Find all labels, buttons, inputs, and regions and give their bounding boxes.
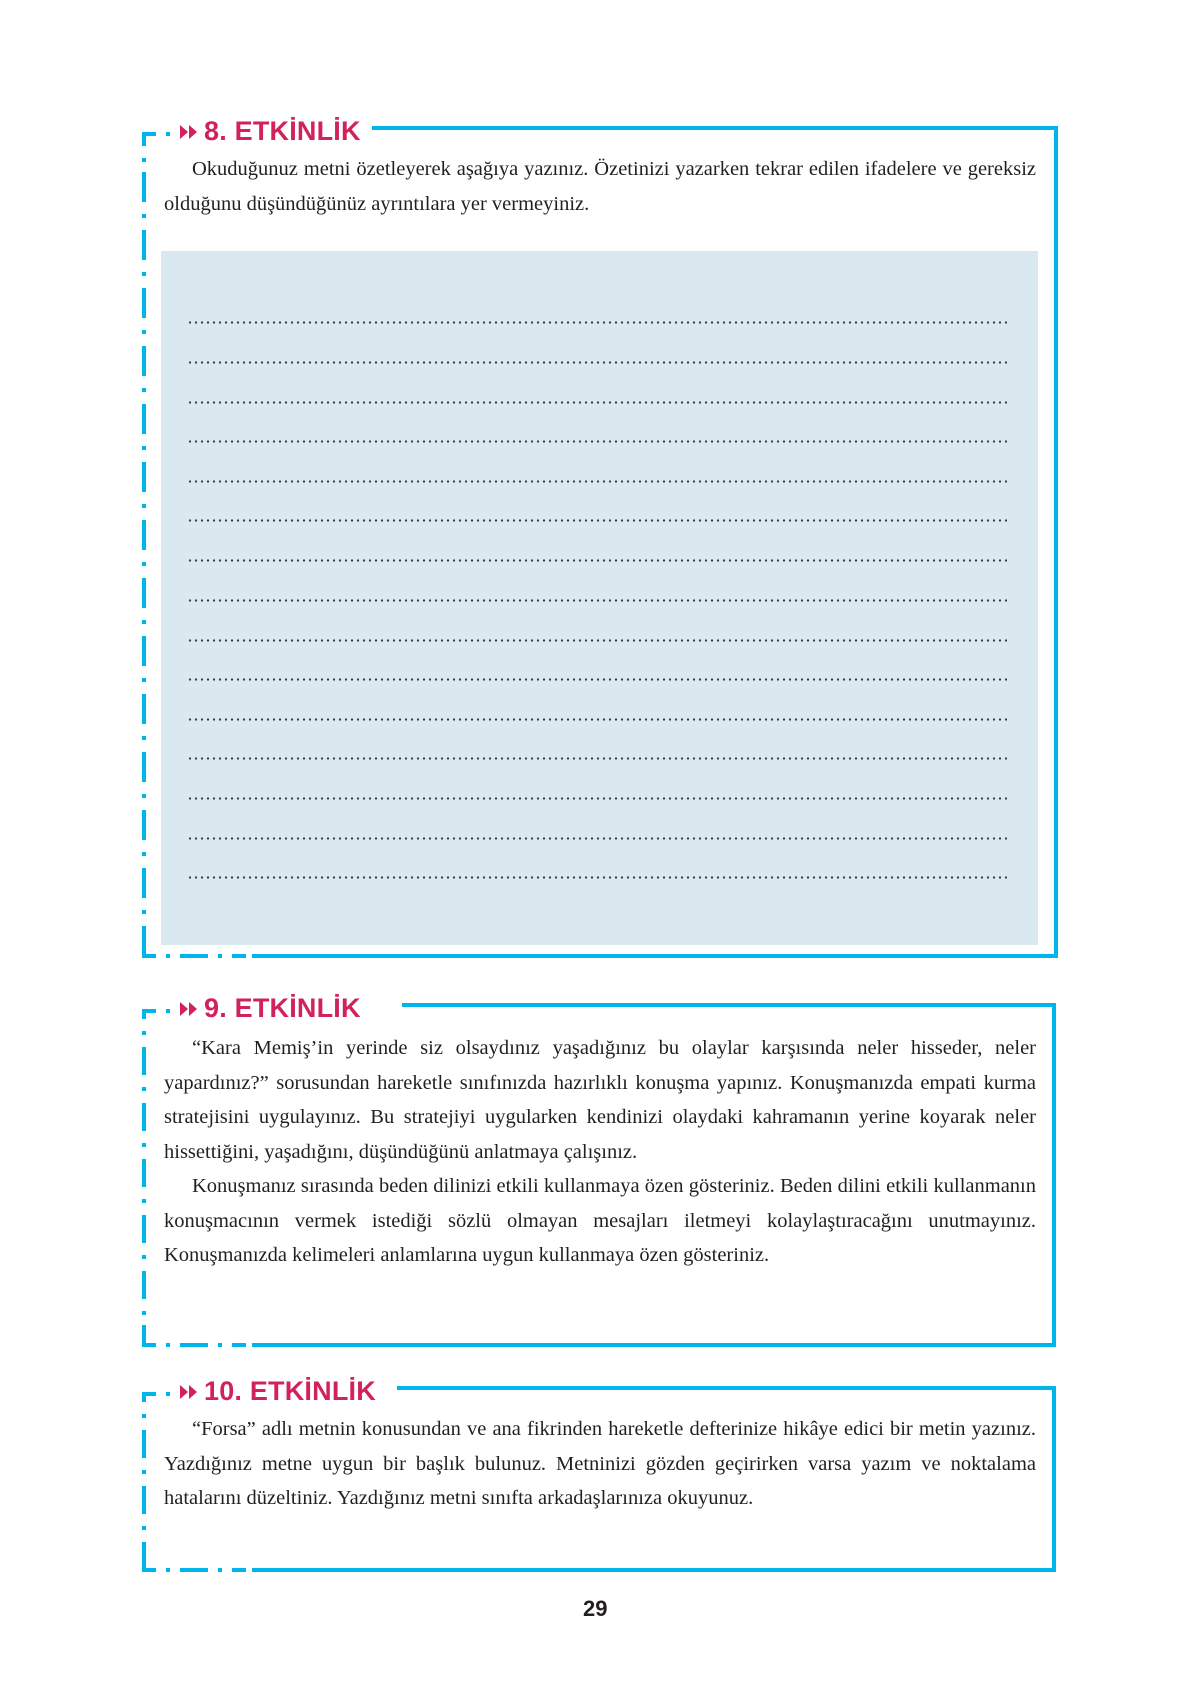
activity-10-title: 10. ETKİNLİK [204,1376,376,1406]
answer-line[interactable] [187,599,1007,602]
answer-line[interactable] [187,321,1007,324]
activity-10-paragraph: “Forsa” adlı metnin konusundan ve ana fikrinden hareketle defterinize hikâye edici bir metin yazınız. Yazdığınız metne uygun bir başlık bulunuz. Metninizi gözden geçirirken varsa yazım ve noktalama hatalarını düzeltiniz. Yazdığınız metni sınıfta arkadaşlarınıza okuyunuz. [164,1418,1036,1509]
answer-line[interactable] [187,718,1007,721]
answer-line[interactable] [187,876,1007,879]
answer-line[interactable] [187,480,1007,483]
box-bottom-border [252,1568,1056,1572]
answer-line[interactable] [187,678,1007,681]
box-bottom-border [252,1343,1056,1347]
answer-area[interactable] [161,251,1038,945]
activity-9-box [142,993,1056,1347]
double-arrow-icon [180,125,198,139]
page-number: 29 [583,1596,608,1621]
activity-9-title: 9. ETKİNLİK [204,993,361,1023]
activity-9-paragraph-1: “Kara Memiş’in yerinde siz olsaydınız yaşadığınız bu olaylar karşısında neler hisseder, neler yapardınız?” sorusundan hareketle sınıfınızda hazırlıklı konuşma yapınız. Konuşmanızda empati kurma stratejisini uygulayınız. Bu stratejiyi uygularken kendinizi olaydaki kahramanın yerine koyarak neler hissettiğini, yaşadığını, düşündüğünü anlatmaya çalışınız. [164,1037,1036,1163]
activity-8-instructions: Okuduğunuz metni özetleyerek aşağıya yazınız. Özetinizi yazarken tekrar edilen ifadelere ve gereksiz olduğunu düşündüğünüz ayrıntılara yer vermeyiniz. [164,158,1036,215]
double-arrow-icon [180,1002,198,1016]
answer-line[interactable] [187,361,1007,364]
box-right-border [1054,126,1058,958]
answer-line[interactable] [187,440,1007,443]
answer-line[interactable] [187,757,1007,760]
box-top-border [402,1003,1056,1007]
activity-9-heading [180,993,371,1024]
box-top-border [397,1386,1056,1390]
activity-9-paragraph-2: Konuşmanız sırasında beden dilinizi etkili kullanmaya özen gösteriniz. Beden dilini etkili kullanmanın konuşmacının vermek istediği sözlü olmayan mesajları iletmeyi kolaylaştıracağını unutmayınız. Konuşmanızda kelimeleri anlamlarına uygun kullanmaya özen gösteriniz. [164,1175,1036,1266]
activity-8-title: 8. ETKİNLİK [204,116,361,146]
box-bottom-border [252,954,1058,958]
answer-line[interactable] [187,837,1007,840]
box-top-border [372,126,1058,130]
activity-8-box [142,116,1058,958]
answer-line[interactable] [187,401,1007,404]
activity-10-box [142,1376,1056,1572]
double-arrow-icon [180,1385,198,1399]
answer-line[interactable] [187,639,1007,642]
box-right-border [1052,1386,1056,1572]
box-right-border [1052,1003,1056,1347]
answer-line[interactable] [187,519,1007,522]
activity-8-heading [180,116,371,147]
activity-10-heading [180,1376,378,1407]
answer-line[interactable] [187,797,1007,800]
answer-line[interactable] [187,559,1007,562]
